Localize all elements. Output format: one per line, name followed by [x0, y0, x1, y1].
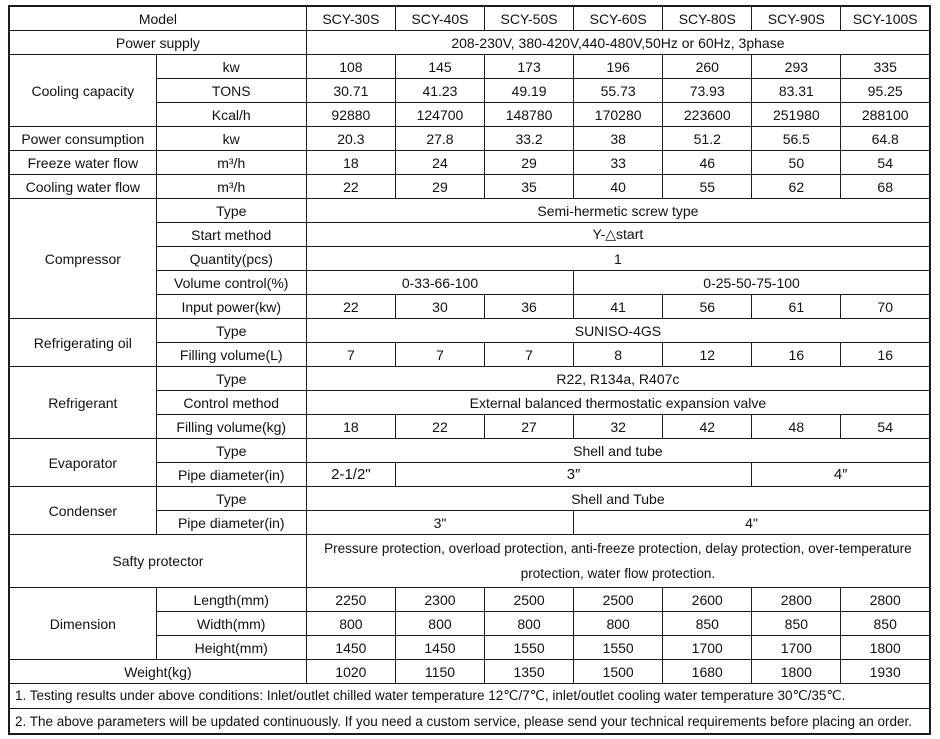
value-cell: 1350	[485, 660, 574, 684]
value-cell: 170280	[574, 103, 663, 127]
row-label-cell: Type	[156, 199, 306, 223]
row-freeze-water-flow	[9, 151, 930, 175]
value-cell: 54	[841, 415, 930, 439]
row-power-supply	[9, 31, 930, 55]
row-safety-protector	[9, 535, 930, 588]
value-cell: 2500	[485, 588, 574, 612]
value-cell: 260	[663, 55, 752, 79]
value-cell: 64.8	[841, 127, 930, 151]
row-label-cell: Filling volume(kg)	[156, 415, 306, 439]
value-cell: 55.73	[574, 79, 663, 103]
footnote-1: 1. Testing results under above conditions: Inlet/outlet chilled water temperature 12℃/7℃, inlet/outlet cooling water temperature 30℃/35℃.	[9, 684, 930, 709]
row-label-cell: Type	[156, 367, 306, 391]
value-cell: 48	[752, 415, 841, 439]
value-cell: 800	[306, 612, 395, 636]
pipe-size-cell: 3"	[306, 511, 573, 535]
unit-cell: m³/h	[156, 175, 306, 199]
row-label-cell: Input power(kw)	[156, 295, 306, 319]
value-cell: 1150	[395, 660, 484, 684]
value-cell: 1700	[752, 636, 841, 660]
row-evaporator-type	[9, 439, 930, 463]
value-cell: 73.93	[663, 79, 752, 103]
value-cell: 95.25	[841, 79, 930, 103]
value-cell: 12	[663, 343, 752, 367]
row-note-1	[9, 684, 930, 709]
value-cell: 33.2	[485, 127, 574, 151]
value-cell: 36	[485, 295, 574, 319]
value-cell: 1700	[663, 636, 752, 660]
value-cell: 18	[306, 151, 395, 175]
row-compressor-type	[9, 199, 930, 223]
value-cell: 54	[841, 151, 930, 175]
value-cell: 2800	[841, 588, 930, 612]
value-cell: 800	[485, 612, 574, 636]
value-cell: 41.23	[395, 79, 484, 103]
value-cell: 293	[752, 55, 841, 79]
row-refrigerant-type	[9, 367, 930, 391]
power-supply-label-cell: Power supply	[9, 31, 306, 55]
row-cooling-kw	[9, 55, 930, 79]
row-label-cell: kw	[156, 55, 306, 79]
dimension-label-cell: Dimension	[9, 588, 156, 660]
safety-protector-label-cell: Safty protector	[9, 535, 306, 588]
value-cell: 92880	[306, 103, 395, 127]
value-cell: 850	[663, 612, 752, 636]
value-cell: 24	[395, 151, 484, 175]
value-cell: 1680	[663, 660, 752, 684]
row-label-cell: TONS	[156, 79, 306, 103]
row-cooling-water-flow	[9, 175, 930, 199]
safety-protector-value-cell	[306, 535, 930, 588]
value-cell: 22	[306, 175, 395, 199]
value-cell: 850	[752, 612, 841, 636]
model-name-cell: SCY-50S	[485, 6, 574, 31]
value-cell: 1550	[485, 636, 574, 660]
value-cell: 2250	[306, 588, 395, 612]
refrigerant-label-cell: Refrigerant	[9, 367, 156, 439]
row-note-2	[9, 709, 930, 735]
span-value-cell: Shell and Tube	[306, 487, 930, 511]
row-label-cell: Control method	[156, 391, 306, 415]
value-cell: 22	[306, 295, 395, 319]
span-value-cell: R22, R134a, R407c	[306, 367, 930, 391]
value-cell: 2500	[574, 588, 663, 612]
row-label-cell: Width(mm)	[156, 612, 306, 636]
value-cell: 30.71	[306, 79, 395, 103]
span-value-cell: Shell and tube	[306, 439, 930, 463]
spec-table	[8, 5, 931, 735]
safety-protector-line1: Pressure protection, overload protection, anti-freeze protection, delay protection, over-temperature	[324, 541, 912, 556]
row-label-cell: Pipe diameter(in)	[156, 511, 306, 535]
value-cell: 1550	[574, 636, 663, 660]
value-cell: 124700	[395, 103, 484, 127]
value-cell: 55	[663, 175, 752, 199]
row-model	[9, 6, 930, 31]
row-label-cell: Height(mm)	[156, 636, 306, 660]
value-cell: 108	[306, 55, 395, 79]
value-cell: 1450	[395, 636, 484, 660]
row-weight	[9, 660, 930, 684]
value-cell: 20.3	[306, 127, 395, 151]
value-cell: 62	[752, 175, 841, 199]
row-label-cell: Quantity(pcs)	[156, 247, 306, 271]
value-cell: 1450	[306, 636, 395, 660]
value-cell: 49.19	[485, 79, 574, 103]
model-name-cell: SCY-30S	[306, 6, 395, 31]
value-cell: 850	[841, 612, 930, 636]
value-cell: 7	[485, 343, 574, 367]
value-cell: 41	[574, 295, 663, 319]
row-label-cell: Type	[156, 319, 306, 343]
row-label-cell: Volume control(%)	[156, 271, 306, 295]
row-label-cell: Type	[156, 439, 306, 463]
model-header-cell: Model	[9, 6, 306, 31]
cooling-water-flow-label-cell: Cooling water flow	[9, 175, 156, 199]
value-cell: 68	[841, 175, 930, 199]
row-label-cell: Type	[156, 487, 306, 511]
freeze-water-flow-label-cell: Freeze water flow	[9, 151, 156, 175]
row-label-cell: Pipe diameter(in)	[156, 463, 306, 487]
value-cell: 1500	[574, 660, 663, 684]
value-cell: 196	[574, 55, 663, 79]
value-cell: 32	[574, 415, 663, 439]
row-label-cell: Kcal/h	[156, 103, 306, 127]
power-supply-value-cell: 208-230V, 380-420V,440-480V,50Hz or 60Hz, 3phase	[306, 31, 930, 55]
span-value-cell: Semi-hermetic screw type	[306, 199, 930, 223]
row-dimension-length	[9, 588, 930, 612]
value-cell: 223600	[663, 103, 752, 127]
value-cell: 83.31	[752, 79, 841, 103]
value-cell: 27	[485, 415, 574, 439]
value-cell: 1800	[752, 660, 841, 684]
pipe-size-cell: 3″	[395, 463, 751, 487]
value-cell: 1800	[841, 636, 930, 660]
row-label-cell: Start method	[156, 223, 306, 247]
value-cell: 27.8	[395, 127, 484, 151]
model-name-cell: SCY-80S	[663, 6, 752, 31]
refrigerating-oil-label-cell: Refrigerating oil	[9, 319, 156, 367]
span-value-cell: SUNISO-4GS	[306, 319, 930, 343]
value-cell: 2600	[663, 588, 752, 612]
value-cell: 148780	[485, 103, 574, 127]
value-cell: 29	[485, 151, 574, 175]
span-value-cell: 0-33-66-100	[306, 271, 573, 295]
pipe-size-cell: 2-1/2"	[306, 463, 395, 487]
value-cell: 40	[574, 175, 663, 199]
row-condenser-type	[9, 487, 930, 511]
compressor-label-cell: Compressor	[9, 199, 156, 319]
model-name-cell: SCY-100S	[841, 6, 930, 31]
value-cell: 288100	[841, 103, 930, 127]
value-cell: 173	[485, 55, 574, 79]
value-cell: 18	[306, 415, 395, 439]
value-cell: 35	[485, 175, 574, 199]
value-cell: 51.2	[663, 127, 752, 151]
row-label-cell: Filling volume(L)	[156, 343, 306, 367]
pipe-size-cell: 4″	[752, 463, 930, 487]
value-cell: 335	[841, 55, 930, 79]
value-cell: 145	[395, 55, 484, 79]
value-cell: 56.5	[752, 127, 841, 151]
value-cell: 1020	[306, 660, 395, 684]
row-oil-type	[9, 319, 930, 343]
value-cell: 22	[395, 415, 484, 439]
value-cell: 800	[395, 612, 484, 636]
weight-label-cell: Weight(kg)	[9, 660, 306, 684]
value-cell: 30	[395, 295, 484, 319]
model-name-cell: SCY-40S	[395, 6, 484, 31]
value-cell: 61	[752, 295, 841, 319]
model-name-cell: SCY-90S	[752, 6, 841, 31]
value-cell: 800	[574, 612, 663, 636]
value-cell: 251980	[752, 103, 841, 127]
value-cell: 2800	[752, 588, 841, 612]
model-name-cell: SCY-60S	[574, 6, 663, 31]
value-cell: 16	[752, 343, 841, 367]
value-cell: 33	[574, 151, 663, 175]
span-value-cell: 1	[306, 247, 930, 271]
value-cell: 50	[752, 151, 841, 175]
condenser-label-cell: Condenser	[9, 487, 156, 535]
span-value-cell: External balanced thermostatic expansion valve	[306, 391, 930, 415]
unit-cell: m³/h	[156, 151, 306, 175]
value-cell: 42	[663, 415, 752, 439]
value-cell: 16	[841, 343, 930, 367]
footnote-2: 2. The above parameters will be updated continuously. If you need a custom service, please send your technical requirements before placing an order.	[9, 709, 930, 735]
value-cell: 38	[574, 127, 663, 151]
value-cell: 70	[841, 295, 930, 319]
row-label-cell: Length(mm)	[156, 588, 306, 612]
power-consumption-label-cell: Power consumption	[9, 127, 156, 151]
unit-cell: kw	[156, 127, 306, 151]
span-value-cell: 0-25-50-75-100	[574, 271, 930, 295]
evaporator-label-cell: Evaporator	[9, 439, 156, 487]
safety-protector-line2: protection, water flow protection.	[520, 566, 716, 581]
value-cell: 2300	[395, 588, 484, 612]
pipe-size-cell: 4"	[574, 511, 930, 535]
value-cell: 7	[306, 343, 395, 367]
cooling-capacity-label-cell: Cooling capacity	[9, 55, 156, 127]
value-cell: 46	[663, 151, 752, 175]
span-value-cell: Y-△start	[306, 223, 930, 247]
value-cell: 8	[574, 343, 663, 367]
value-cell: 7	[395, 343, 484, 367]
row-power-consumption	[9, 127, 930, 151]
value-cell: 56	[663, 295, 752, 319]
value-cell: 1930	[841, 660, 930, 684]
value-cell: 29	[395, 175, 484, 199]
